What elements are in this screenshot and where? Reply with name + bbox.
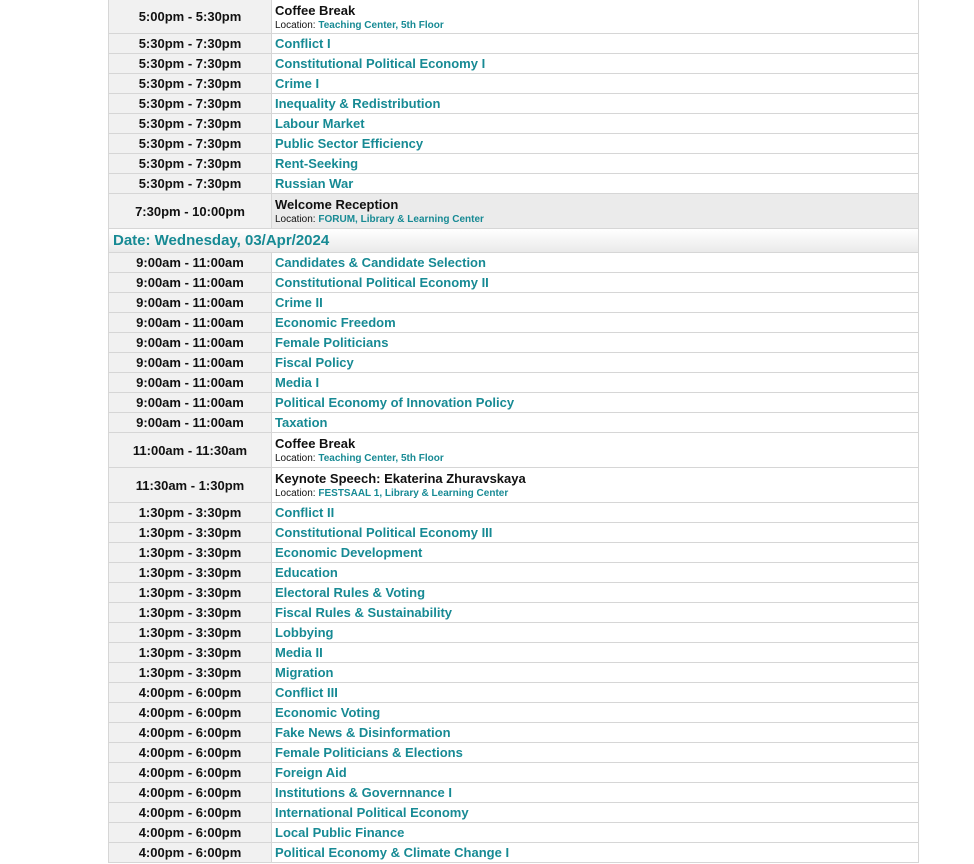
schedule-row: [109, 603, 918, 623]
session-link[interactable]: Migration: [275, 665, 334, 680]
session-link[interactable]: Conflict II: [275, 505, 335, 520]
time-cell: 5:30pm - 7:30pm: [109, 54, 272, 73]
top-rows-group: [109, 0, 918, 229]
session-cell: [272, 114, 918, 133]
session-cell: [272, 174, 918, 193]
event-title: Welcome Reception: [275, 197, 399, 212]
time-cell: 4:00pm - 6:00pm: [109, 723, 272, 742]
time-cell: 9:00am - 11:00am: [109, 293, 272, 312]
session-cell: [272, 154, 918, 173]
session-link[interactable]: Media I: [275, 375, 320, 390]
event-title: Coffee Break: [275, 2, 356, 18]
session-link[interactable]: Political Economy & Climate Change I: [275, 845, 510, 860]
time-cell: 4:00pm - 6:00pm: [109, 783, 272, 802]
session-cell: [272, 543, 918, 562]
session-cell: [272, 603, 918, 622]
session-cell: [272, 353, 918, 372]
schedule-row: [109, 34, 918, 54]
session-cell: [272, 433, 918, 467]
session-link[interactable]: Constitutional Political Economy III: [275, 525, 493, 540]
time-cell: 1:30pm - 3:30pm: [109, 523, 272, 542]
schedule-row: [109, 353, 918, 373]
schedule-row: [109, 623, 918, 643]
session-link[interactable]: Constitutional Political Economy I: [275, 56, 486, 71]
session-cell: [272, 623, 918, 642]
location-label: Location:: [275, 19, 316, 31]
schedule-row: [109, 543, 918, 563]
session-link[interactable]: Fiscal Rules & Sustainability: [275, 605, 452, 620]
schedule-row: [109, 703, 918, 723]
session-cell: [272, 563, 918, 582]
location-link[interactable]: Teaching Center, 5th Floor: [318, 453, 444, 464]
time-cell: 11:30am - 1:30pm: [109, 468, 272, 502]
time-cell: 4:00pm - 6:00pm: [109, 703, 272, 722]
session-link[interactable]: Economic Freedom: [275, 315, 396, 330]
session-cell: [272, 843, 918, 862]
time-cell: 9:00am - 11:00am: [109, 333, 272, 352]
session-link[interactable]: Crime I: [275, 76, 320, 91]
schedule-row: [109, 253, 918, 273]
time-cell: 9:00am - 11:00am: [109, 253, 272, 272]
date-header: Date: Wednesday, 03/Apr/2024: [109, 229, 918, 253]
time-cell: 1:30pm - 3:30pm: [109, 663, 272, 682]
time-cell: 1:30pm - 3:30pm: [109, 583, 272, 602]
time-cell: 1:30pm - 3:30pm: [109, 623, 272, 642]
time-cell: 4:00pm - 6:00pm: [109, 803, 272, 822]
session-cell: [272, 523, 918, 542]
session-link[interactable]: Lobbying: [275, 625, 334, 640]
session-cell: [272, 413, 918, 432]
session-link[interactable]: Economic Voting: [275, 705, 381, 720]
session-link[interactable]: Inequality & Redistribution: [275, 96, 441, 111]
session-link[interactable]: Rent-Seeking: [275, 156, 359, 171]
time-cell: 1:30pm - 3:30pm: [109, 563, 272, 582]
session-cell: [272, 293, 918, 312]
time-cell: 5:30pm - 7:30pm: [109, 74, 272, 93]
time-cell: 9:00am - 11:00am: [109, 313, 272, 332]
session-link[interactable]: Local Public Finance: [275, 825, 405, 840]
session-cell: [272, 468, 918, 502]
time-cell: 4:00pm - 6:00pm: [109, 823, 272, 842]
schedule-row: [109, 174, 918, 194]
session-link[interactable]: Media II: [275, 645, 323, 660]
schedule-row: [109, 114, 918, 134]
location-label: Location:: [275, 488, 316, 499]
time-cell: 1:30pm - 3:30pm: [109, 543, 272, 562]
session-cell: [272, 723, 918, 742]
schedule-row: [109, 803, 918, 823]
schedule-row: [109, 413, 918, 433]
session-link[interactable]: Crime II: [275, 295, 323, 310]
time-cell: 9:00am - 11:00am: [109, 373, 272, 392]
session-link[interactable]: Taxation: [275, 415, 328, 430]
session-cell: [272, 663, 918, 682]
session-link[interactable]: Candidates & Candidate Selection: [275, 255, 486, 270]
session-link[interactable]: Foreign Aid: [275, 765, 347, 780]
schedule-row: [109, 313, 918, 333]
break-row: [109, 468, 918, 503]
session-cell: [272, 393, 918, 412]
session-link[interactable]: Conflict III: [275, 685, 338, 700]
location-line: [275, 20, 918, 31]
schedule-row: [109, 134, 918, 154]
time-cell: 4:00pm - 6:00pm: [109, 683, 272, 702]
schedule-row: [109, 273, 918, 293]
time-cell: 1:30pm - 3:30pm: [109, 643, 272, 662]
event-title: Keynote Speech: Ekaterina Zhuravskaya: [275, 471, 526, 486]
schedule-row: [109, 333, 918, 353]
session-cell: [272, 54, 918, 73]
location-line: [275, 214, 918, 225]
session-cell: [272, 313, 918, 332]
time-cell: 4:00pm - 6:00pm: [109, 763, 272, 782]
time-cell: 1:30pm - 3:30pm: [109, 603, 272, 622]
session-cell: [272, 94, 918, 113]
time-cell: 9:00am - 11:00am: [109, 393, 272, 412]
schedule-row: [109, 373, 918, 393]
session-link[interactable]: Fiscal Policy: [275, 355, 354, 370]
session-cell: [272, 273, 918, 292]
schedule-row: [109, 74, 918, 94]
session-link[interactable]: Institutions & Governnance I: [275, 785, 452, 800]
session-cell: [272, 583, 918, 602]
session-link[interactable]: Russian War: [275, 176, 354, 191]
time-cell: 9:00am - 11:00am: [109, 273, 272, 292]
session-link[interactable]: Female Politicians: [275, 335, 389, 350]
time-cell: 5:30pm - 7:30pm: [109, 134, 272, 153]
session-cell: [272, 134, 918, 153]
location-line: [275, 453, 918, 464]
session-cell: [272, 0, 918, 33]
location-link[interactable]: Teaching Center, 5th Floor: [318, 19, 444, 31]
session-cell: [272, 194, 918, 228]
schedule-row: [109, 783, 918, 803]
schedule-row: [109, 643, 918, 663]
time-cell: 5:30pm - 7:30pm: [109, 154, 272, 173]
session-cell: [272, 503, 918, 522]
session-cell: [272, 34, 918, 53]
reception-row: [109, 194, 918, 229]
session-cell: [272, 763, 918, 782]
schedule-row: [109, 843, 918, 863]
session-cell: [272, 703, 918, 722]
event-title: Coffee Break: [275, 436, 356, 451]
time-cell: 5:30pm - 7:30pm: [109, 34, 272, 53]
session-link[interactable]: International Political Economy: [275, 805, 469, 820]
schedule-row: [109, 563, 918, 583]
location-link[interactable]: FORUM, Library & Learning Center: [318, 214, 484, 225]
session-link[interactable]: Fake News & Disinformation: [275, 725, 451, 740]
schedule-row: [109, 723, 918, 743]
schedule-row: [109, 583, 918, 603]
session-cell: [272, 743, 918, 762]
time-cell: 5:30pm - 7:30pm: [109, 174, 272, 193]
time-cell: 5:30pm - 7:30pm: [109, 114, 272, 133]
schedule-row: [109, 54, 918, 74]
session-link[interactable]: Education: [275, 565, 338, 580]
time-cell: 7:30pm - 10:00pm: [109, 194, 272, 228]
session-cell: [272, 74, 918, 93]
location-label: Location:: [275, 453, 316, 464]
session-link[interactable]: Female Politicians & Elections: [275, 745, 463, 760]
schedule-row: [109, 763, 918, 783]
break-row: [109, 0, 918, 34]
session-link[interactable]: Constitutional Political Economy II: [275, 275, 489, 290]
session-cell: [272, 803, 918, 822]
schedule-row: [109, 683, 918, 703]
session-cell: [272, 373, 918, 392]
time-cell: 11:00am - 11:30am: [109, 433, 272, 467]
time-cell: 4:00pm - 6:00pm: [109, 843, 272, 862]
location-label: Location:: [275, 214, 316, 225]
time-cell: 5:30pm - 7:30pm: [109, 94, 272, 113]
break-row: [109, 433, 918, 468]
session-cell: [272, 683, 918, 702]
time-cell: 9:00am - 11:00am: [109, 353, 272, 372]
schedule-row: [109, 393, 918, 413]
session-link[interactable]: Electoral Rules & Voting: [275, 585, 426, 600]
schedule-row: [109, 823, 918, 843]
schedule-row: [109, 503, 918, 523]
schedule-row: [109, 743, 918, 763]
schedule-row: [109, 94, 918, 114]
schedule-row: [109, 154, 918, 174]
session-cell: [272, 783, 918, 802]
session-cell: [272, 823, 918, 842]
schedule-row: [109, 663, 918, 683]
time-cell: 1:30pm - 3:30pm: [109, 503, 272, 522]
session-cell: [272, 333, 918, 352]
session-link[interactable]: Conflict I: [275, 36, 331, 51]
schedule-row: [109, 523, 918, 543]
time-cell: 5:00pm - 5:30pm: [109, 0, 272, 33]
session-link[interactable]: Labour Market: [275, 116, 365, 131]
location-link[interactable]: FESTSAAL 1, Library & Learning Center: [318, 488, 509, 499]
session-link[interactable]: Political Economy of Innovation Policy: [275, 395, 515, 410]
time-cell: 4:00pm - 6:00pm: [109, 743, 272, 762]
session-link[interactable]: Public Sector Efficiency: [275, 136, 424, 151]
session-cell: [272, 643, 918, 662]
session-link[interactable]: Economic Development: [275, 545, 423, 560]
session-cell: [272, 253, 918, 272]
location-line: [275, 488, 918, 499]
day-rows-group: [109, 253, 918, 863]
schedule-row: [109, 293, 918, 313]
schedule-table: [108, 0, 919, 863]
time-cell: 9:00am - 11:00am: [109, 413, 272, 432]
